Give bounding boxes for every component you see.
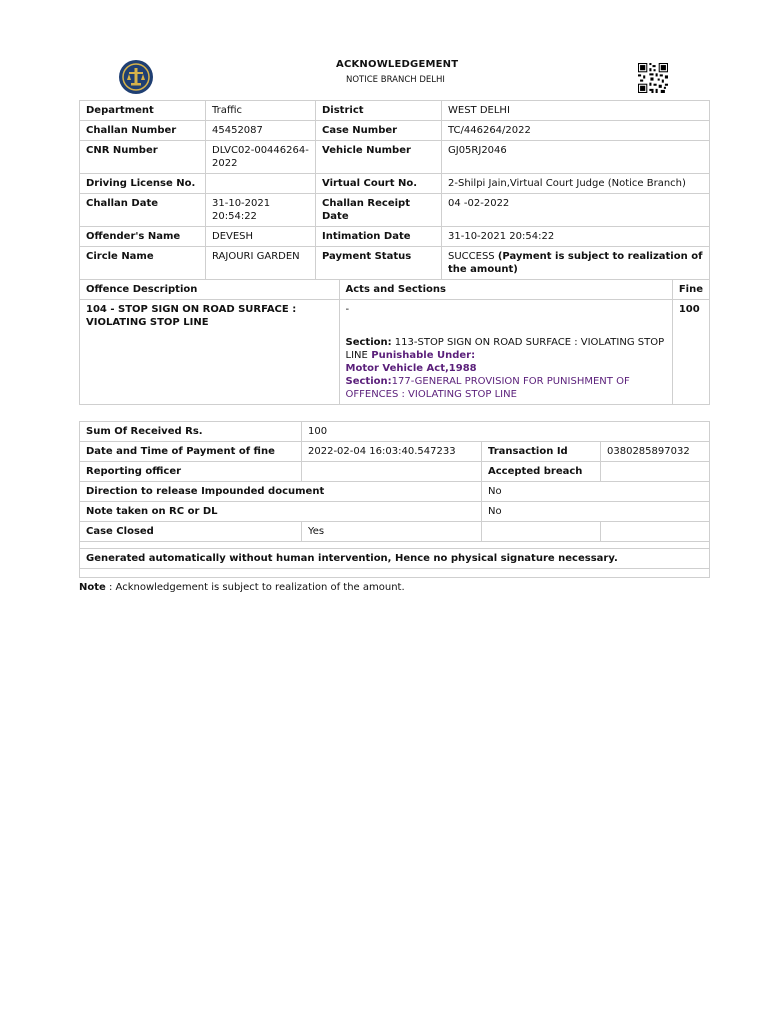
- reporting-officer-value: [302, 462, 482, 482]
- table-row: [80, 549, 710, 569]
- table-row: [80, 227, 710, 247]
- act-name-row: [346, 362, 666, 375]
- circle-name-label: Circle Name: [80, 247, 206, 280]
- sum-received-label: Sum Of Received Rs.: [80, 422, 302, 442]
- spacer-cell: [80, 542, 710, 549]
- section2-label: Section:: [345, 376, 392, 387]
- receipt-date-value: 04 -02-2022: [442, 194, 710, 227]
- case-number-label: Case Number: [316, 121, 442, 141]
- auto-generated-note: Generated automatically without human intervention, Hence no physical signature necessary.: [80, 549, 710, 569]
- note-rc-label: Note taken on RC or DL: [80, 502, 482, 522]
- payment-status-text: SUCCESS: [448, 251, 495, 262]
- acts-dash: -: [345, 304, 350, 315]
- payment-status-note: (Payment is subject to realization of the amount): [448, 251, 703, 275]
- cnr-number-label: CNR Number: [80, 141, 206, 174]
- table-row: [80, 522, 710, 542]
- footer-note: [79, 582, 405, 593]
- court-emblem-logo: [118, 59, 154, 95]
- acknowledgement-title: ACKNOWLEDGEMENT: [336, 59, 459, 70]
- payment-date-label: Date and Time of Payment of fine: [80, 442, 302, 462]
- empty-cell: [601, 522, 710, 542]
- acts-section-113: [346, 336, 666, 362]
- accepted-breach-label: Accepted breach: [482, 462, 601, 482]
- payment-status-label: Payment Status: [316, 247, 442, 280]
- table-row: [80, 542, 710, 549]
- transaction-id-value: 038028589703​2: [601, 442, 710, 462]
- payment-status-value: [442, 247, 710, 280]
- challan-number-label: Challan Number: [80, 121, 206, 141]
- reporting-officer-label: Reporting officer: [80, 462, 302, 482]
- case-closed-value: Yes: [302, 522, 482, 542]
- fine-header: Fine: [672, 280, 709, 300]
- case-number-value: TC/446264/2022: [442, 121, 710, 141]
- offence-description: 104 - STOP SIGN ON ROAD SURFACE : VIOLATING STOP LINE: [80, 300, 340, 405]
- impound-direction-label: Direction to release Impounded document: [80, 482, 482, 502]
- section-label: Section:: [345, 337, 392, 348]
- page-subtitle: NOTICE BRANCH DELHI: [346, 75, 445, 85]
- payment-date-value: 2022-02-04 16:03:40.547233: [302, 442, 482, 462]
- table-row: [80, 422, 710, 442]
- note-label: Note: [79, 582, 106, 593]
- table-row: [80, 194, 710, 227]
- receipt-date-label: Challan Receipt Date: [316, 194, 442, 227]
- virtual-court-value: 2-Shilpi Jain,Virtual Court Judge (Notice Branch): [442, 174, 710, 194]
- vehicle-number-value: GJ05RJ2046: [442, 141, 710, 174]
- driving-license-value: [206, 174, 316, 194]
- circle-name-value: RAJOURI GARDEN: [206, 247, 316, 280]
- table-row: [80, 247, 710, 280]
- driving-license-label: Driving License No.: [80, 174, 206, 194]
- payment-table: [79, 421, 710, 578]
- table-row: [80, 121, 710, 141]
- table-row: [80, 482, 710, 502]
- impound-direction-value: No: [482, 482, 710, 502]
- table-row: [80, 462, 710, 482]
- table-row: [80, 141, 710, 174]
- table-row: [80, 442, 710, 462]
- accepted-breach-value: [601, 462, 710, 482]
- offender-name-label: Offender's Name: [80, 227, 206, 247]
- qr-code-icon: [638, 63, 668, 93]
- virtual-court-label: Virtual Court No.: [316, 174, 442, 194]
- offender-name-value: DEVESH: [206, 227, 316, 247]
- challan-date-value: 31-10-2021 20:54:22: [206, 194, 316, 227]
- fine-value: 100: [672, 300, 709, 405]
- cnr-number-value: DLVC02-00446264-2022: [206, 141, 316, 174]
- offence-table: [79, 279, 710, 405]
- acts-sections: [339, 300, 672, 405]
- challan-details-table: [79, 100, 710, 280]
- offence-description-header: Offence Description: [80, 280, 340, 300]
- spacer-cell: [80, 569, 710, 578]
- table-header-row: [80, 280, 710, 300]
- transaction-id-label: Transaction Id: [482, 442, 601, 462]
- challan-number-value: 45452087: [206, 121, 316, 141]
- section2-text: 177-GENERAL PROVISION FOR PUNISHMENT OF OFFENCES : VIOLATING STOP LINE: [345, 376, 630, 400]
- acts-section-177: [346, 375, 666, 401]
- vehicle-number-label: Vehicle Number: [316, 141, 442, 174]
- empty-cell: [482, 522, 601, 542]
- table-row: [80, 569, 710, 578]
- department-label: Department: [80, 101, 206, 121]
- district-value: WEST DELHI: [442, 101, 710, 121]
- intimation-date-label: Intimation Date: [316, 227, 442, 247]
- case-closed-label: Case Closed: [80, 522, 302, 542]
- table-row: [80, 174, 710, 194]
- table-row: [80, 502, 710, 522]
- section-text: 113-STOP SIGN ON ROAD SURFACE : VIOLATING STOP LINE: [345, 337, 665, 361]
- sum-received-value: 100: [302, 422, 710, 442]
- acts-sections-header: Acts and Sections: [339, 280, 672, 300]
- act-name: Motor Vehicle Act,1988: [345, 363, 477, 374]
- table-row: [80, 101, 710, 121]
- table-row: [80, 300, 710, 405]
- department-value: Traffic: [206, 101, 316, 121]
- intimation-date-value: 31-10-2021 20:54:22: [442, 227, 710, 247]
- challan-date-label: Challan Date: [80, 194, 206, 227]
- district-label: District: [316, 101, 442, 121]
- note-rc-value: No: [482, 502, 710, 522]
- note-text: : Acknowledgement is subject to realization of the amount.: [105, 582, 405, 593]
- punishable-under: Punishable Under:: [367, 350, 476, 361]
